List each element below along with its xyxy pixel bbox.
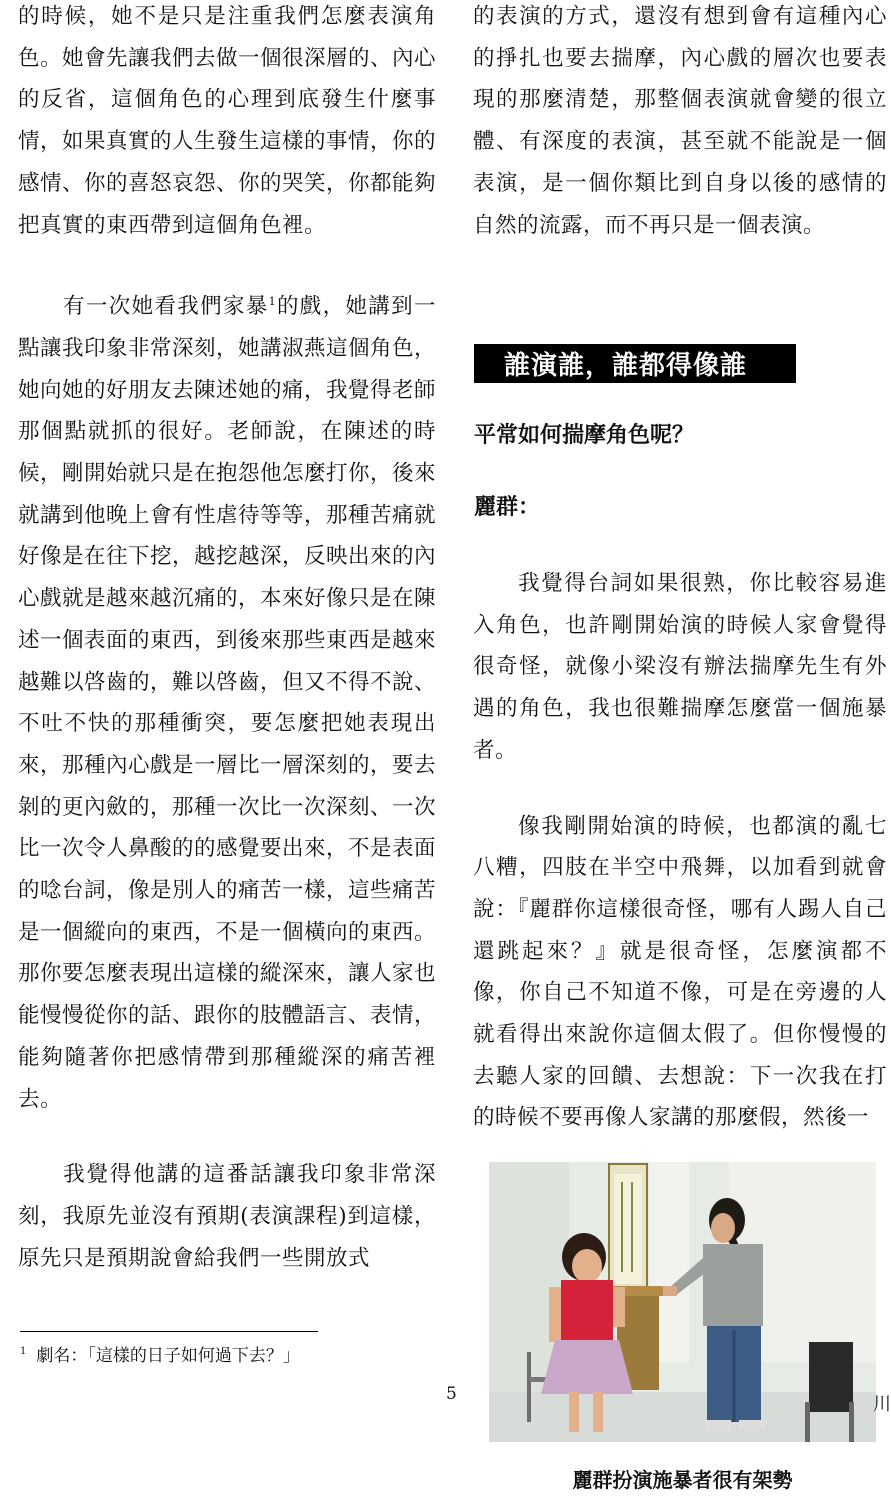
footnote xyxy=(20,1344,300,1368)
right-paragraph-3: 像我剛開始演的時候，也都演的亂七八糟，四肢在半空中飛舞，以加看到就會說：『麗群你這樣很奇怪，哪有人踢人自己還跳起來？』就是很奇怪，怎麼演都不像，你自己不知道不像，可是在旁邊的人就看得出來說你這個太假了。但你慢慢的去聽人家的回饋、去想說：下一次我在打的時候不要再像人家講的那麼假，然後一 xyxy=(473,813,887,1131)
left-paragraph-2 xyxy=(18,286,436,1120)
page-number: 5 xyxy=(446,1384,457,1404)
question-heading: 平常如何揣摩角色呢？ xyxy=(474,423,695,448)
left-paragraph-1: 的時候，她不是只是注重我們怎麼表演角色。她會先讓我們去做一個很深層的、內心的反省，這個角色的心理到底發生什麼事情，如果真實的人生發生這樣的事情，你的感情、你的喜怒哀怨、你的哭笑，你都能夠把真實的東西帶到這個角色裡。 xyxy=(18,4,437,238)
left-paragraph-2-rest: 的戲，她講到一點讓我印象非常深刻，她講淑燕這個角色，她向她的好朋友去陳述她的痛，我覺得老師那個點就抓的很好。老師說，在陳述的時候，剛開始就只是在抱怨他怎麼打你，後來就講到他晚上會有性虐待等等，那種苦痛就好像是在往下挖，越挖越深，反映出來的內心戲就是越來越沉痛的，本來好像只是在陳述一個表面的東西，到後來那些東西是越來越難以啓齒的，難以啓齒，但又不得不說、不吐不快的那種衝突，要怎麼把她表現出來，那種內心戲是一層比一層深刻的，要去剝的更內斂的，那種一次比一次深刻、一次比一次令人鼻酸的的感覺要出來，不是表面的唸台詞，像是別人的痛苦一樣，這些痛苦是一個縱向的東西，不是一個橫向的東西。那你要怎麼表現出這樣的縱深來，讓人家也能慢慢從你的話、跟你的肢體語言、表情，能夠隨著你把感情帶到那種縱深的痛苦裡去。 xyxy=(18,294,437,1112)
right-paragraph-2: 我覺得台詞如果很熟，你比較容易進入角色，也許剛開始演的時候人家會覺得很奇怪，就像小梁沒有辦法揣摩先生有外遇的角色，我也很難揣摩怎麼當一個施暴者。 xyxy=(473,571,887,763)
left-paragraph-3: 我覺得他講的這番話讓我印象非常深刻，我原先並沒有預期(表演課程)到這樣，原先只是預期說會給我們一些開放式 xyxy=(18,1162,436,1271)
footnote-reference: 1 xyxy=(268,295,277,309)
speaker-label: 麗群： xyxy=(474,495,541,520)
footnote-separator xyxy=(20,1331,318,1332)
edge-glyph: 川 xyxy=(873,1394,891,1415)
rehearsal-photo-illustration xyxy=(489,1162,876,1442)
left-column xyxy=(18,0,436,1279)
right-column-lower xyxy=(473,563,887,1139)
footnote-mark: 1 xyxy=(20,1346,27,1358)
photo-caption: 麗群扮演施暴者很有架勢 xyxy=(572,1468,793,1492)
rehearsal-photo xyxy=(489,1162,876,1442)
section-title: 誰演誰，誰都得像誰 xyxy=(474,344,796,383)
right-column-top xyxy=(473,0,887,246)
left-paragraph-2-start: 有一次她看我們家暴 xyxy=(63,294,269,320)
footnote-text: 劇名：「這樣的日子如何過下去？」 xyxy=(36,1346,300,1366)
right-paragraph-1: 的表演的方式，還沒有想到會有這種內心的掙扎也要去揣摩，內心戲的層次也要表現的那麼清楚，那整個表演就會變的很立體、有深度的表演，甚至就不能說是一個表演，是一個你類比到自身以後的感情的自然的流露，而不再只是一個表演。 xyxy=(473,4,887,238)
